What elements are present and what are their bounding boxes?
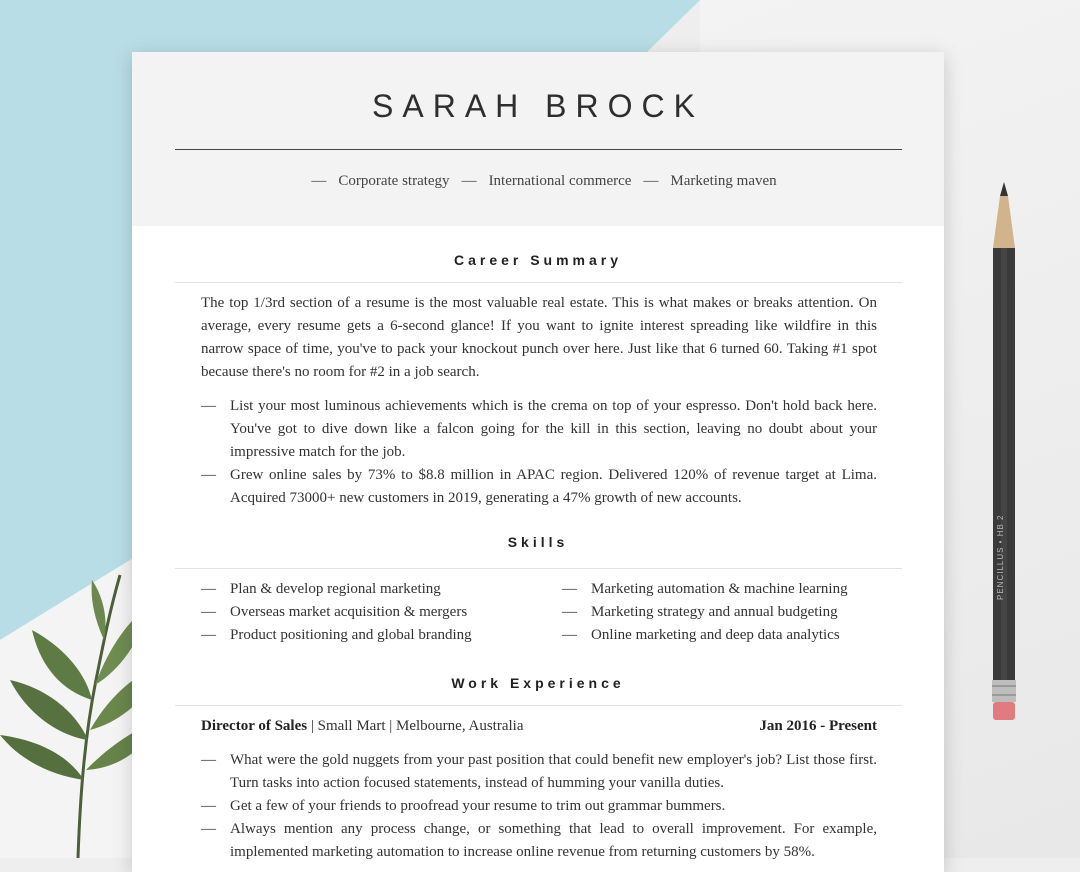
pencil-icon <box>992 182 1016 722</box>
pencil-label: PENCILLUS • HB 2 <box>996 514 1005 600</box>
skills-left-column <box>201 578 541 647</box>
taglines <box>132 173 944 190</box>
section-title-work-experience: Work Experience <box>451 675 625 691</box>
skill-item <box>562 624 902 647</box>
bullet-dash: — <box>201 581 216 597</box>
job-heading <box>201 716 877 736</box>
bullet-text: Grew online sales by 73% to $8.8 million in APAC region. Delivered 120% of revenue target at Lima. Acquired 73000+ new customers in 2019, generating a 47% growth of new accounts. <box>230 467 877 506</box>
bullet-dash: — <box>201 467 216 483</box>
job-details: | Small Mart | Melbourne, Australia <box>307 718 524 734</box>
bullet-dash: — <box>201 604 216 620</box>
career-summary-bullet <box>201 395 877 464</box>
tagline-item: Corporate strategy <box>338 173 450 189</box>
section-title-career-summary: Career Summary <box>453 252 623 268</box>
bullet-text: List your most luminous achievements which is the crema on top of your espresso. Don't hold back here. You've got to dive down like a falcon going for the kill in this section, leaving no doubt about your impressive match for the job. <box>230 398 877 460</box>
bullet-dash: — <box>562 604 577 620</box>
skill-item <box>201 578 541 601</box>
tagline-item: International commerce <box>488 173 632 189</box>
skill-text: Marketing automation & machine learning <box>591 581 848 597</box>
job-role: Director of Sales <box>201 718 308 734</box>
job-bullet <box>201 749 877 795</box>
skill-item <box>201 601 541 624</box>
bullet-dash: — <box>201 798 216 814</box>
job-bullet <box>201 795 877 818</box>
bullet-text: Always mention any process change, or something that lead to overall improvement. For example, implemented marketing automation to increase online revenue from returning customers by 58%. <box>230 821 877 860</box>
bullet-text: Get a few of your friends to proofread your resume to trim out grammar bummers. <box>230 798 726 814</box>
tagline-dash: — <box>643 173 659 189</box>
job-bullet <box>201 818 877 864</box>
header-divider <box>175 149 902 150</box>
bullet-text: What were the gold nuggets from your past position that could benefit new employer's job? List those first. Turn tasks into action focused statements, instead of humming your vanilla duties. <box>230 752 877 791</box>
tagline-dash: — <box>311 173 327 189</box>
career-summary-bullet <box>201 464 877 510</box>
section-divider <box>175 568 902 569</box>
resume-header <box>132 52 944 226</box>
resume-page <box>132 52 944 872</box>
skill-item <box>562 601 902 624</box>
bullet-dash: — <box>201 821 216 837</box>
skills-right-column <box>562 578 902 647</box>
section-divider <box>175 282 902 283</box>
bullet-dash: — <box>201 627 216 643</box>
bullet-dash: — <box>201 752 216 768</box>
skill-text: Online marketing and deep data analytics <box>591 627 840 643</box>
skill-text: Overseas market acquisition & mergers <box>230 604 468 620</box>
skill-text: Product positioning and global branding <box>230 627 472 643</box>
tagline-item: Marketing maven <box>670 173 777 189</box>
skill-item <box>562 578 902 601</box>
bullet-dash: — <box>562 581 577 597</box>
tagline-dash: — <box>461 173 477 189</box>
skill-item <box>201 624 541 647</box>
job-date: Jan 2016 - Present <box>759 718 877 734</box>
candidate-name: SARAH BROCK <box>372 88 704 124</box>
section-title-skills: Skills <box>507 534 569 550</box>
bullet-dash: — <box>562 627 577 643</box>
section-divider <box>175 705 902 706</box>
career-summary-paragraph: The top 1/3rd section of a resume is the most valuable real estate. This is what makes or breaks attention. On average, every resume gets a 6-second glance! If you want to ignite interest spreading like wildfire in this narrow space of time, you've to pack your knockout punch over here. Just like that 6 turned 60. Taking #1 spot because there's no room for #2 in a job search. <box>201 295 877 380</box>
skill-text: Marketing strategy and annual budgeting <box>591 604 838 620</box>
skill-text: Plan & develop regional marketing <box>230 581 441 597</box>
bullet-dash: — <box>201 398 216 414</box>
